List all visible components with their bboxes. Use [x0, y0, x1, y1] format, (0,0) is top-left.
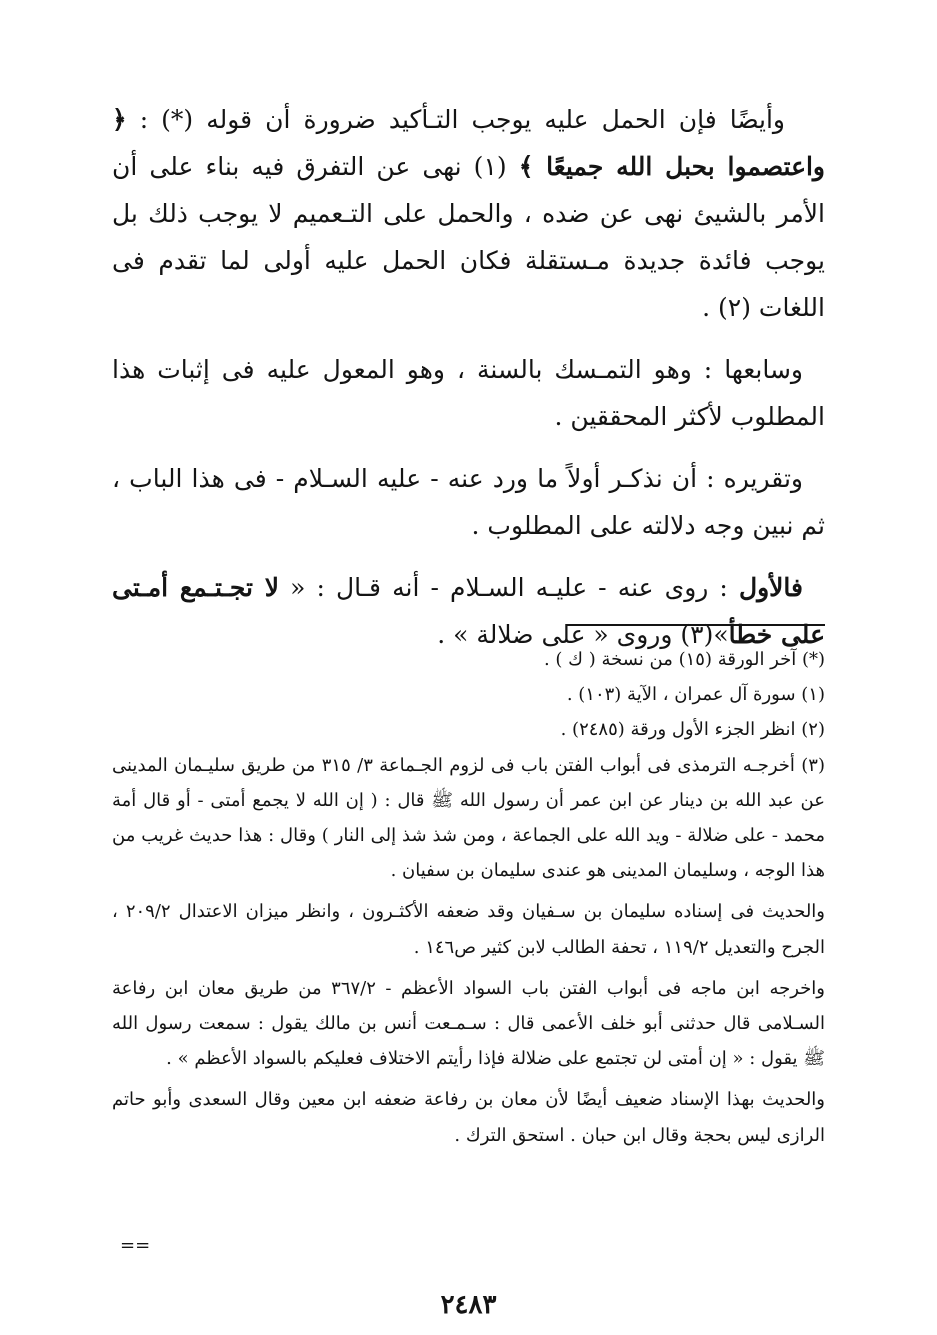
p4-text-1: : روى عنه - عليـه السـلام - أنه قـال : « [279, 573, 739, 602]
footnote-3-cont-1: والحديث فى إسناده سليمان بن سـفيان وقد ضعفه الأكثـرون ، وانظر ميزان الاعتدال ٢٠٩/٢ ، الجرح والتعديل ١١٩/٢ ، تحفة الطالب لابن كثير ص١٤٦ . [112, 901, 826, 958]
footnote-1: (١) سورة آل عمران ، الآية (١٠٣) . [566, 684, 825, 706]
hadith-text: لا تجـتـمع أمـتى على خطأ [112, 573, 825, 649]
footnote-3-cont-2: واخرجه ابن ماجه فى أبواب الفتن باب السواد الأعظم - ٣٦٧/٢ من طريق معان ابن رفاعة السـلامى قال حدثنى أبو خلف الأعمى قال : سـمـعت أنس بن مالك يقول : سمعت رسول الله ﷺ يقول : « إن أمتى لن تجتمع على ضلالة فإذا رأيتم الاختلاف فعليكم بالسواد الأعظم » . [112, 977, 825, 1070]
footnote-2: (٢) انظر الجزء الأول ورقة (٢٤٨٥) . [560, 719, 825, 741]
footnote-separator [567, 624, 825, 626]
paragraph-1 [112, 96, 825, 331]
footnote-3: (٣) أخرجـه الترمذى فى أبواب الفتن باب فى لزوم الجـماعة ٣/ ٣١٥ من طريق سليـمان المدينى عن عبد الله بن دينار عن ابن عمر أن رسول الله ﷺ قال : ( إن الله لا يجمع أمتى - أو قال أمة محمد - على ضلالة - ويد الله على الجماعة ، ومن شذ شذ إلى النار ) وقال : هذا حديث غريب من هذا الوجه ، وسليمان المدينى هو عندى سليمان بن سفيان . [112, 754, 825, 882]
paragraph-2: وسابعها : وهو التمـسك بالسنة ، وهو المعول عليه فى إثبات هذا المطلوب لأكثر المحققين . [112, 355, 825, 431]
page-number: ٢٤٨٣ [440, 1290, 497, 1320]
p4-text-2: »(٣) وروى « على ضلالة » . [437, 620, 729, 649]
paragraph-3: وتقريره : أن نذكـر أولاً ما ورد عنه - عليه السـلام - فى هذا الباب ، ثم نبين وجه دلالته على المطلوب . [112, 464, 825, 540]
section-lead: فالأول [738, 573, 803, 602]
continuation-mark: == [120, 1235, 151, 1256]
footnote-3-cont-3: والحديث بهذا الإسناد ضعيف أيضًا لأن معان بن رفاعة ضعفه ابن معين وقال السعدى وأبو حاتم الرازى ليس بحجة وقال ابن حبان . استحق الترك . [112, 1089, 825, 1146]
quran-verse: ﴿ واعتصموا بحبل الله جميعًا ﴾ [112, 105, 826, 181]
footnote-star: (*) آخر الورقة (١٥) من نسخة ( ك ) . [543, 649, 825, 670]
footnotes [112, 642, 825, 1153]
p1-rest: (١) نهى عن التفرق فيه بناء على أن الأمر بالشيئ نهى عن ضده ، والحمل على التـعميم لا يوجب ذلك بل يوجب فائدة جديدة مـستقلة فكان الحمل عليه أولى لما تقدم فى اللغات (٢) . [112, 152, 825, 322]
p1-intro: وأيضًا فإن الحمل عليه يوجب التـأكيد ضرورة أن قوله (*) : [126, 105, 785, 134]
main-text [112, 96, 825, 673]
